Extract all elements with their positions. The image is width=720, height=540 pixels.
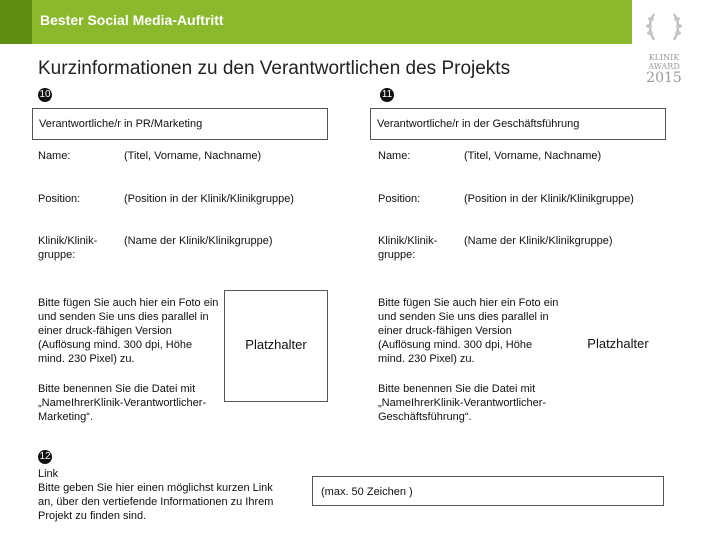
left-clinic-label: Klinik/Klinik-gruppe: xyxy=(38,235,98,261)
right-position-label: Position: xyxy=(378,193,421,205)
link-input-hint: (max. 50 Zeichen ) xyxy=(321,486,413,498)
right-file-text: Bitte benennen Sie die Datei mit „NameIhrerKlinik-Verantwortlicher-Geschäftsführung“. xyxy=(378,383,547,423)
right-position-value[interactable]: (Position in der Klinik/Klinikgruppe) xyxy=(464,193,634,205)
klinik-award-logo xyxy=(640,8,688,88)
left-photo-text: Bitte fügen Sie auch hier ein Foto ein und senden Sie uns dies parallel in einer druck-fähigen Version (Auflösung mind. 300 dpi, Höhe mind. 230 Pixel) zu. xyxy=(38,297,219,365)
left-heading-box xyxy=(32,108,328,140)
page-title: Kurzinformationen zu den Verantwortlichen des Projekts xyxy=(38,58,511,79)
header-title: Bester Social Media-Auftritt xyxy=(40,12,224,28)
laurel-wreath-icon xyxy=(640,8,688,48)
left-file-text: Bitte benennen Sie die Datei mit „NameIhrerKlinik-Verantwortlicher-Marketing“. xyxy=(38,383,207,423)
right-heading: Verantwortliche/r in der Geschäftsführung xyxy=(377,118,580,130)
left-name-label: Name: xyxy=(38,150,71,162)
link-description: Bitte geben Sie hier einen möglichst kurzen Link an, über den vertiefende Informationen zu Ihrem Projekt zu finden sind. xyxy=(38,482,274,522)
section-number-link: 12 xyxy=(39,451,51,462)
section-number-right: 11 xyxy=(381,89,393,100)
right-photo-placeholder[interactable] xyxy=(566,290,670,402)
logo-year: 2015 xyxy=(646,70,682,86)
right-clinic-label: Klinik/Klinik-gruppe: xyxy=(378,235,438,261)
left-clinic-value[interactable]: (Name der Klinik/Klinikgruppe) xyxy=(124,235,273,247)
link-input[interactable] xyxy=(312,476,664,506)
left-position-value[interactable]: (Position in der Klinik/Klinikgruppe) xyxy=(124,193,294,205)
logo-line-2: AWARD xyxy=(648,62,680,71)
header-accent xyxy=(0,0,32,44)
left-placeholder-label: Platzhalter xyxy=(245,337,307,352)
left-position-label: Position: xyxy=(38,193,81,205)
right-clinic-value[interactable]: (Name der Klinik/Klinikgruppe) xyxy=(464,235,613,247)
left-heading: Verantwortliche/r in PR/Marketing xyxy=(39,118,203,130)
right-heading-box xyxy=(370,108,666,140)
logo-line-1: KLINIK xyxy=(648,53,680,62)
left-name-value[interactable]: (Titel, Vorname, Nachname) xyxy=(124,150,262,162)
right-name-value[interactable]: (Titel, Vorname, Nachname) xyxy=(464,150,602,162)
left-photo-placeholder[interactable] xyxy=(224,290,328,402)
right-photo-text: Bitte fügen Sie auch hier ein Foto ein und senden Sie uns dies parallel in einer druck-fähigen Version (Auflösung mind. 300 dpi, Höhe mind. 230 Pixel) zu. xyxy=(378,297,559,365)
right-placeholder-label: Platzhalter xyxy=(587,336,649,351)
right-name-label: Name: xyxy=(378,150,411,162)
section-number-left: 10 xyxy=(39,89,51,100)
link-label: Link xyxy=(38,468,59,480)
